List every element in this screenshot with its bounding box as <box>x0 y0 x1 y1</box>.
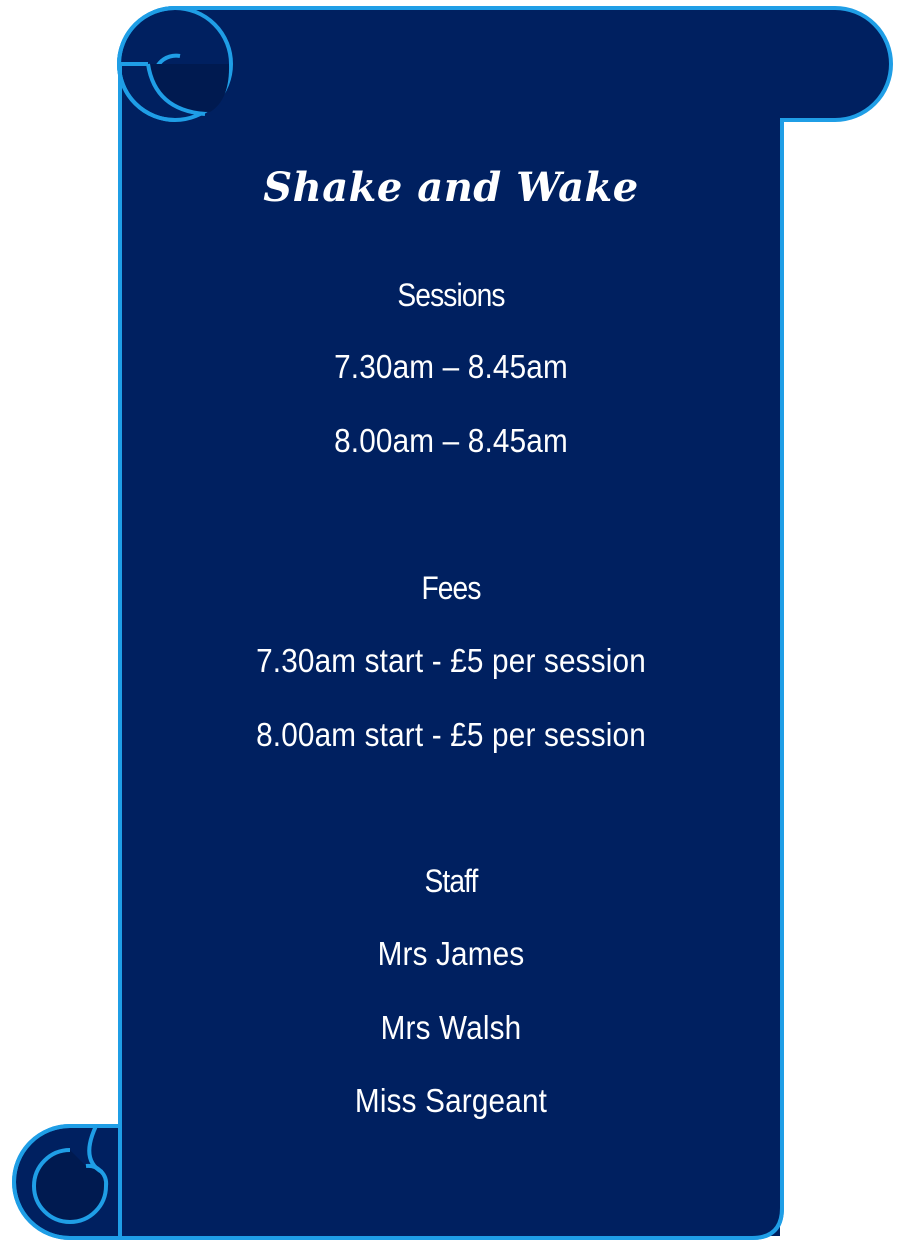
session-item-1: 7.30am – 8.45am <box>334 348 568 385</box>
scroll-bottom-curl <box>14 1126 120 1238</box>
session-item-2: 8.00am – 8.45am <box>334 422 568 459</box>
fee-item-2: 8.00am start - £5 per session <box>256 716 646 753</box>
scroll-content <box>120 0 782 1251</box>
staff-item-2: Mrs Walsh <box>380 1009 522 1046</box>
fee-item-1: 7.30am start - £5 per session <box>256 642 646 679</box>
fees-heading: Fees <box>421 570 481 606</box>
staff-heading: Staff <box>424 863 478 899</box>
page-title: Shake and Wake <box>263 164 639 211</box>
sessions-heading: Sessions <box>397 277 505 313</box>
staff-item-3: Miss Sargeant <box>354 1082 548 1119</box>
staff-item-1: Mrs James <box>377 935 525 972</box>
